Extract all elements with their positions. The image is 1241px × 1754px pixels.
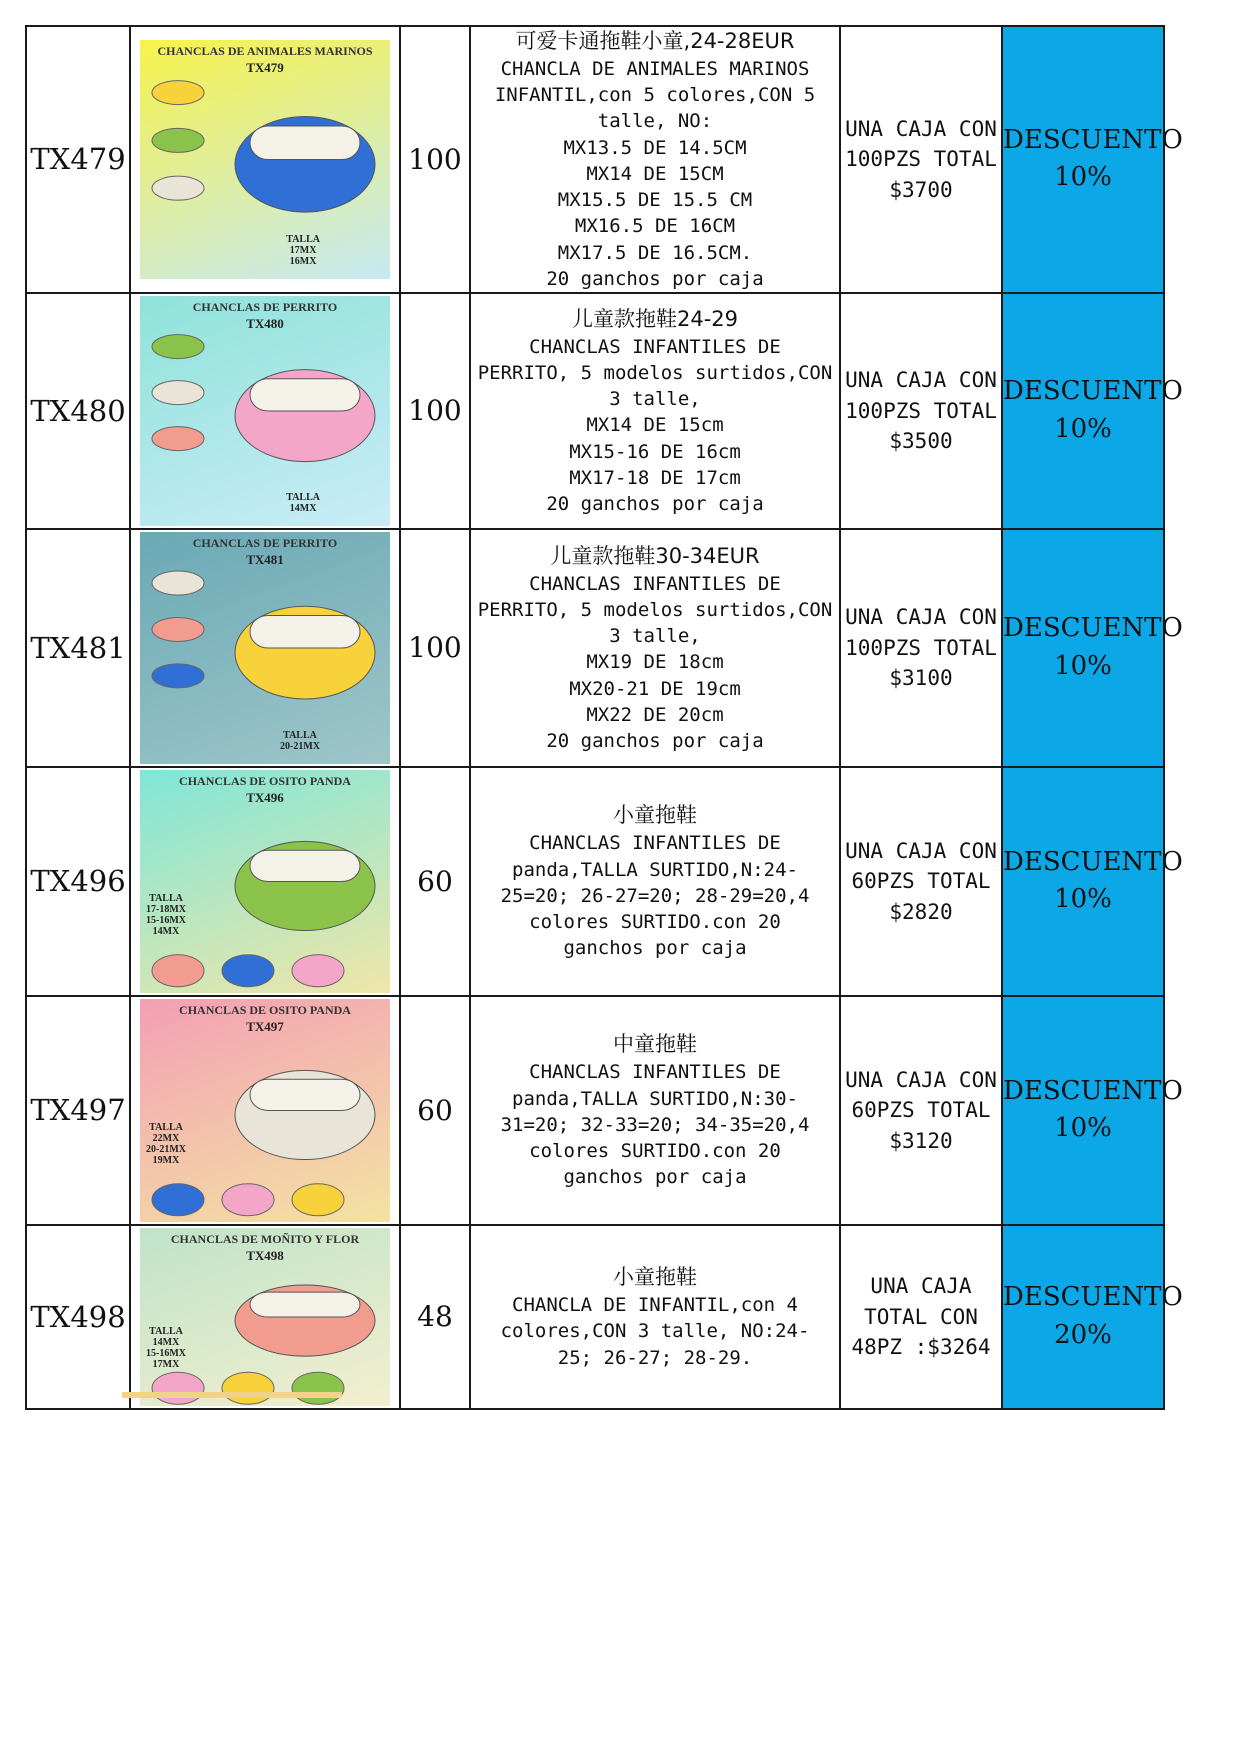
description-line: 25=20; 26-27=20; 28-29=20,4 (500, 884, 810, 907)
price-line: $2820 (889, 899, 953, 924)
product-photo (140, 532, 390, 764)
price-line: $3700 (889, 177, 953, 202)
price-line: UNA CAJA CON (845, 838, 997, 863)
product-discount (1002, 767, 1183, 996)
price-line: UNA CAJA CON (845, 605, 997, 630)
price-line: $3100 (889, 666, 953, 691)
product-image-cell (130, 1225, 400, 1409)
product-price (840, 293, 1002, 529)
price-line: 100PZS TOTAL (845, 147, 997, 172)
description-line: CHANCLAS INFANTILES DE (529, 1061, 781, 1084)
image-size-label (146, 1122, 186, 1166)
slipper-strap (250, 126, 360, 159)
product-image-cell (130, 996, 400, 1225)
description-line: 20 ganchos por caja (546, 267, 764, 290)
description-line: PERRITO, 5 modelos surtidos,CON (477, 598, 833, 621)
product-code: TX481 (26, 529, 130, 767)
image-caption: CHANCLAS DE PERRITO (192, 535, 338, 550)
description-line: 儿童款拖鞋30-34EUR (550, 543, 760, 568)
product-code: TX496 (26, 767, 130, 996)
price-line: 100PZS TOTAL (845, 398, 997, 423)
product-row (26, 529, 1164, 767)
description-line: CHANCLA DE ANIMALES MARINOS (500, 57, 810, 80)
product-description (470, 529, 840, 767)
description-line: 25; 26-27; 28-29. (557, 1346, 753, 1369)
description-line: 小童拖鞋 (613, 1265, 697, 1290)
product-description (470, 996, 840, 1225)
slipper-variant (222, 955, 274, 987)
price-line: TOTAL CON (864, 1304, 978, 1329)
description-line: MX15.5 DE 15.5 CM (557, 189, 753, 212)
description-line: ganchos por caja (563, 1166, 747, 1189)
description-line: PERRITO, 5 modelos surtidos,CON (477, 361, 833, 384)
image-size-line: 16MX (289, 255, 317, 267)
slipper-variant (152, 381, 204, 405)
product-code: TX497 (26, 996, 130, 1225)
slipper-variant (152, 335, 204, 359)
product-row (26, 26, 1164, 293)
slipper-strap (250, 379, 360, 411)
product-price (840, 1225, 1002, 1409)
description-line: MX16.5 DE 16CM (574, 215, 736, 238)
product-price (840, 26, 1002, 293)
image-size-line: 15-16MX (146, 914, 186, 926)
product-discount (1002, 26, 1183, 293)
product-row (26, 293, 1164, 529)
description-line: MX14 DE 15cm (586, 414, 724, 437)
product-photo (140, 1228, 390, 1406)
product-photo (140, 40, 390, 279)
product-discount (1002, 1225, 1183, 1409)
description-line: 3 talle, (609, 388, 701, 411)
price-line: UNA CAJA (870, 1274, 972, 1299)
image-size-line: TALLA (149, 1121, 183, 1133)
product-code: TX498 (26, 1225, 130, 1409)
image-size-line: 20-21MX (280, 740, 320, 752)
description-line: CHANCLAS INFANTILES DE (529, 832, 781, 855)
description-line: MX15-16 DE 16cm (569, 440, 741, 463)
image-size-label (146, 893, 186, 937)
discount-line: DESCUENTO (1003, 846, 1183, 877)
description-line: colores SURTIDO.con 20 (529, 1140, 781, 1163)
description-line: INFANTIL,con 5 colores,CON 5 (494, 84, 816, 107)
product-code: TX480 (26, 293, 130, 529)
description-line: MX22 DE 20cm (586, 703, 724, 726)
description-line: CHANCLAS INFANTILES DE (529, 572, 781, 595)
discount-line: DESCUENTO (1003, 613, 1183, 644)
image-caption: CHANCLAS DE OSITO PANDA (179, 1002, 351, 1017)
image-caption: CHANCLAS DE ANIMALES MARINOS (157, 43, 373, 58)
image-size-line: TALLA (286, 491, 320, 503)
image-size-line: TALLA (283, 729, 317, 741)
next-product-image-edge (122, 1392, 342, 1398)
slipper-strap (250, 615, 360, 647)
description-line: panda,TALLA SURTIDO,N:24- (512, 858, 798, 881)
discount-line: 10% (1054, 650, 1112, 681)
discount-line: DESCUENTO (1003, 124, 1183, 155)
product-description (470, 767, 840, 996)
image-size-line: 17MX (152, 1358, 180, 1370)
image-code: TX479 (246, 59, 284, 75)
image-code: TX498 (246, 1247, 284, 1263)
price-line: 100PZS TOTAL (845, 635, 997, 660)
slipper-variant (152, 176, 204, 200)
description-line: MX17-18 DE 17cm (569, 466, 741, 489)
slipper-variant (152, 955, 204, 987)
discount-line: 10% (1054, 413, 1112, 444)
description-line: 20 ganchos por caja (546, 492, 764, 515)
image-size-label (286, 492, 320, 514)
image-size-line: 17-18MX (146, 903, 186, 915)
image-code: TX480 (246, 315, 284, 331)
description-line: MX17.5 DE 16.5CM. (557, 241, 753, 264)
image-size-line: TALLA (149, 1325, 183, 1337)
image-size-line: 20-21MX (146, 1143, 186, 1155)
discount-line: DESCUENTO (1003, 376, 1183, 407)
image-size-line: 17MX (289, 244, 317, 256)
description-line: 20 ganchos por caja (546, 729, 764, 752)
image-caption: CHANCLAS DE PERRITO (192, 299, 338, 314)
image-size-line: 15-16MX (146, 1347, 186, 1359)
slipper-variant (292, 1184, 344, 1216)
product-description (470, 293, 840, 529)
description-line: 中童拖鞋 (613, 1032, 697, 1057)
product-price (840, 529, 1002, 767)
product-code: TX479 (26, 26, 130, 293)
image-caption: CHANCLAS DE MOÑITO Y FLOR (170, 1231, 360, 1246)
discount-line: 10% (1054, 884, 1112, 915)
price-line: $3500 (889, 429, 953, 454)
description-line: CHANCLA DE INFANTIL,con 4 (512, 1294, 798, 1317)
price-line: 60PZS TOTAL (851, 1098, 991, 1123)
discount-line: DESCUENTO (1003, 1282, 1183, 1313)
product-discount (1002, 529, 1183, 767)
image-size-label (280, 730, 320, 752)
image-code: TX497 (246, 1018, 284, 1034)
description-line: MX14 DE 15CM (586, 162, 724, 185)
image-code: TX496 (246, 789, 284, 805)
image-size-line: 14MX (152, 1336, 180, 1348)
product-quantity: 100 (400, 529, 470, 767)
description-line: MX20-21 DE 19cm (569, 677, 741, 700)
slipper-variant (152, 427, 204, 451)
product-discount (1002, 293, 1183, 529)
image-size-line: 22MX (152, 1132, 180, 1144)
image-size-line: 19MX (152, 1154, 180, 1166)
discount-line: 20% (1054, 1319, 1112, 1350)
product-quantity: 60 (400, 996, 470, 1225)
description-line: MX13.5 DE 14.5CM (563, 136, 747, 159)
product-price (840, 996, 1002, 1225)
slipper-variant (152, 617, 204, 641)
slipper-variant (152, 1184, 204, 1216)
price-line: $3120 (889, 1128, 953, 1153)
image-code: TX481 (246, 551, 284, 567)
description-line: 可爱卡通拖鞋小童,24-28EUR (515, 29, 795, 53)
slipper-variant (222, 1184, 274, 1216)
price-line: UNA CAJA CON (845, 1067, 997, 1092)
description-line: panda,TALLA SURTIDO,N:30- (512, 1087, 798, 1110)
product-price (840, 767, 1002, 996)
slipper-variant (292, 1372, 344, 1404)
price-line: UNA CAJA CON (845, 116, 997, 141)
image-size-line: TALLA (149, 892, 183, 904)
slipper-strap (250, 1292, 360, 1317)
image-size-label (286, 234, 320, 267)
description-line: colores,CON 3 talle, NO:24- (500, 1320, 810, 1343)
product-description (470, 26, 840, 293)
slipper-variant (152, 571, 204, 595)
product-row (26, 1225, 1164, 1409)
product-quantity: 60 (400, 767, 470, 996)
product-image-cell (130, 529, 400, 767)
product-image-cell (130, 293, 400, 529)
image-size-line: 14MX (289, 502, 317, 514)
discount-line: 10% (1054, 162, 1112, 193)
discount-line: 10% (1054, 1113, 1112, 1144)
product-quantity: 48 (400, 1225, 470, 1409)
product-row (26, 996, 1164, 1225)
product-photo (140, 296, 390, 526)
product-row (26, 767, 1164, 996)
product-photo (140, 999, 390, 1222)
description-line: 31=20; 32-33=20; 34-35=20,4 (500, 1113, 810, 1136)
description-line: colores SURTIDO.con 20 (529, 911, 781, 934)
image-caption: CHANCLAS DE OSITO PANDA (179, 773, 351, 788)
slipper-strap (250, 850, 360, 881)
description-line: ganchos por caja (563, 937, 747, 960)
slipper-variant (152, 1372, 204, 1404)
slipper-variant (152, 128, 204, 152)
product-table (25, 25, 1183, 1410)
product-image-cell (130, 767, 400, 996)
price-line: 48PZ :$3264 (851, 1335, 991, 1360)
slipper-variant (292, 955, 344, 987)
image-size-line: TALLA (286, 233, 320, 245)
slipper-variant (152, 81, 204, 105)
description-line: MX19 DE 18cm (586, 651, 724, 674)
description-line: 3 talle, (609, 625, 701, 648)
slipper-variant (152, 664, 204, 688)
product-quantity: 100 (400, 293, 470, 529)
product-image-cell (130, 26, 400, 293)
description-line: 儿童款拖鞋24-29 (571, 306, 739, 331)
price-line: UNA CAJA CON (845, 368, 997, 393)
slipper-variant (222, 1372, 274, 1404)
description-line: CHANCLAS INFANTILES DE (529, 335, 781, 358)
description-line: 小童拖鞋 (613, 803, 697, 828)
discount-line: DESCUENTO (1003, 1075, 1183, 1106)
image-size-line: 14MX (152, 925, 180, 937)
product-discount (1002, 996, 1183, 1225)
product-photo (140, 770, 390, 993)
image-size-label (146, 1326, 186, 1370)
price-line: 60PZS TOTAL (851, 869, 991, 894)
product-description (470, 1225, 840, 1409)
slipper-strap (250, 1079, 360, 1110)
product-quantity: 100 (400, 26, 470, 293)
description-line: talle, NO: (597, 110, 713, 133)
